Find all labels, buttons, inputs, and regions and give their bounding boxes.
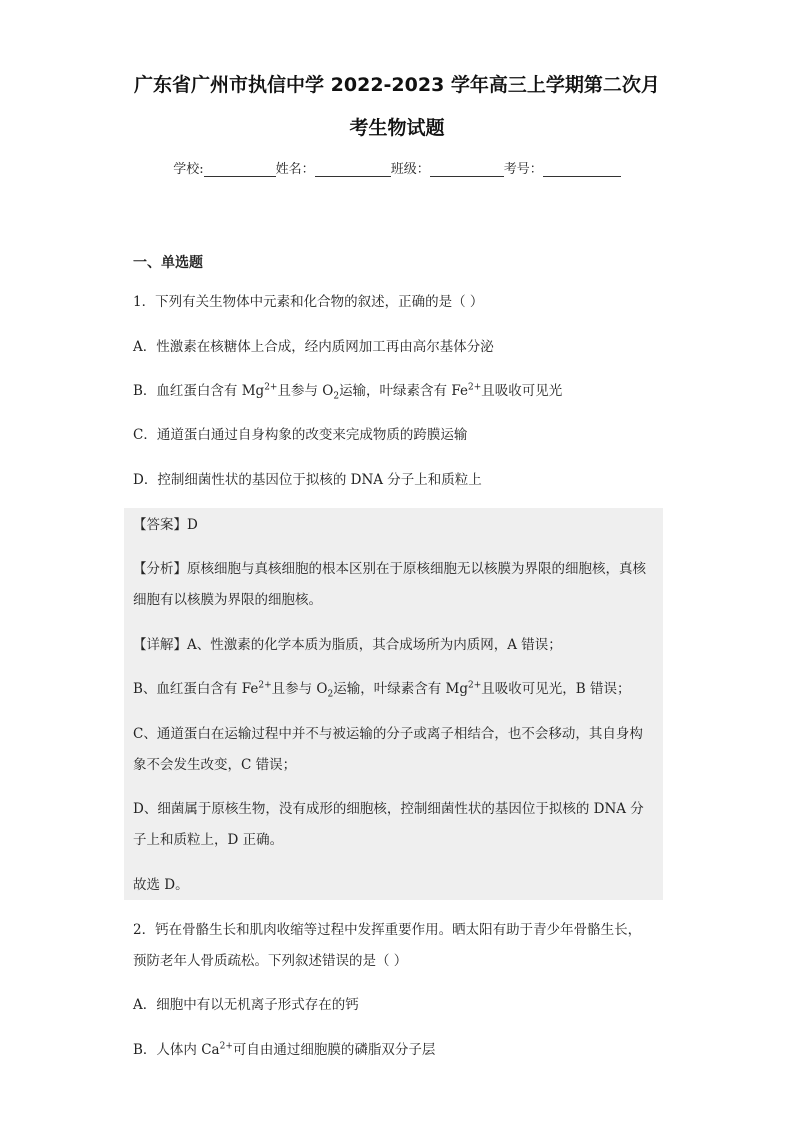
q1-option-b-sup2: 2+ bbox=[467, 382, 482, 393]
title-line-1: 广东省广州市执信中学 2022-2023 学年高三上学期第二次月 bbox=[134, 74, 660, 96]
title-line-2: 考生物试题 bbox=[349, 117, 445, 139]
q1-option-b-text: 且吸收可见光 bbox=[481, 383, 563, 399]
q1-stem: 1．下列有关生物体中元素和化合物的叙述，正确的是（ ） bbox=[133, 294, 484, 310]
q1-option-d: D．控制细菌性状的基因位于拟核的 DNA 分子上和质粒上 bbox=[133, 472, 482, 488]
q1-detail-b-text: 且参与 O bbox=[271, 681, 328, 697]
id-blank[interactable] bbox=[543, 162, 621, 177]
class-blank[interactable] bbox=[430, 162, 504, 177]
q1-option-c: C．通道蛋白通过自身构象的改变来完成物质的跨膜运输 bbox=[133, 427, 468, 443]
q2-option-b-sup: 2+ bbox=[219, 1041, 233, 1052]
section-heading: 一、单选题 bbox=[133, 255, 203, 271]
q1-option-b bbox=[133, 381, 663, 401]
q1-detail-d-line-1: D、细菌属于原核生物，没有成形的细胞核，控制细菌性状的基因位于拟核的 DNA 分 bbox=[133, 801, 644, 817]
q1-detail-b-sup1: 2+ bbox=[258, 680, 272, 691]
name-blank[interactable] bbox=[315, 162, 391, 177]
q1-answer: 【答案】D bbox=[133, 517, 198, 533]
q2-option-a: A．细胞中有以无机离子形式存在的钙 bbox=[133, 997, 359, 1013]
q1-analysis-line-1: 【分析】原核细胞与真核细胞的根本区别在于原核细胞无以核膜为界限的细胞核，真核 bbox=[133, 561, 646, 577]
q1-detail-d-line-2: 子上和质粒上，D 正确。 bbox=[133, 832, 284, 848]
q1-detail-b-sub: 2 bbox=[327, 689, 334, 700]
q1-detail-b-text: 运输，叶绿素含有 Mg bbox=[333, 681, 468, 697]
id-label: 考号： bbox=[503, 162, 543, 177]
q1-option-b-text: B．血红蛋白含有 Mg bbox=[133, 383, 265, 399]
q1-detail-b-text: B、血红蛋白含有 Fe bbox=[133, 681, 259, 697]
q1-detail-c-line-2: 象不会发生改变，C 错误； bbox=[133, 757, 297, 773]
q1-option-b-sup1: 2+ bbox=[264, 382, 278, 393]
q1-detail-b-sup2: 2+ bbox=[467, 680, 482, 691]
q2-option-b-text: B．人体内 Ca bbox=[133, 1042, 220, 1058]
q2-option-b bbox=[133, 1040, 663, 1060]
q1-conclusion: 故选 D。 bbox=[133, 877, 189, 893]
q1-option-b-text: 且参与 O bbox=[277, 383, 334, 399]
q1-option-a: A．性激素在核糖体上合成，经内质网加工再由高尔基体分泌 bbox=[133, 339, 494, 355]
q1-option-b-sub: 2 bbox=[333, 391, 340, 402]
q2-option-b-text: 可自由通过细胞膜的磷脂双分子层 bbox=[232, 1042, 436, 1058]
student-info-line bbox=[0, 158, 794, 177]
q1-option-b-text: 运输，叶绿素含有 Fe bbox=[339, 383, 468, 399]
class-label: 班级： bbox=[390, 162, 430, 177]
q1-detail-b bbox=[133, 679, 663, 699]
q1-detail-b-text: 且吸收可见光，B 错误； bbox=[481, 681, 631, 697]
q2-stem-line-2: 预防老年人骨质疏松。下列叙述错误的是（ ） bbox=[133, 953, 408, 969]
school-label: 学校: bbox=[173, 162, 204, 177]
q1-detail-a: 【详解】A、性激素的化学本质为脂质，其合成场所为内质网，A 错误； bbox=[133, 637, 562, 653]
q1-analysis-line-2: 细胞有以核膜为界限的细胞核。 bbox=[133, 592, 322, 608]
name-label: 姓名： bbox=[275, 162, 315, 177]
school-blank[interactable] bbox=[204, 162, 276, 177]
q1-detail-c-line-1: C、通道蛋白在运输过程中并不与被运输的分子或离子相结合，也不会移动，其自身构 bbox=[133, 726, 643, 742]
q2-stem-line-1: 2．钙在骨骼生长和肌肉收缩等过程中发挥重要作用。晒太阳有助于青少年骨骼生长， bbox=[133, 922, 642, 938]
